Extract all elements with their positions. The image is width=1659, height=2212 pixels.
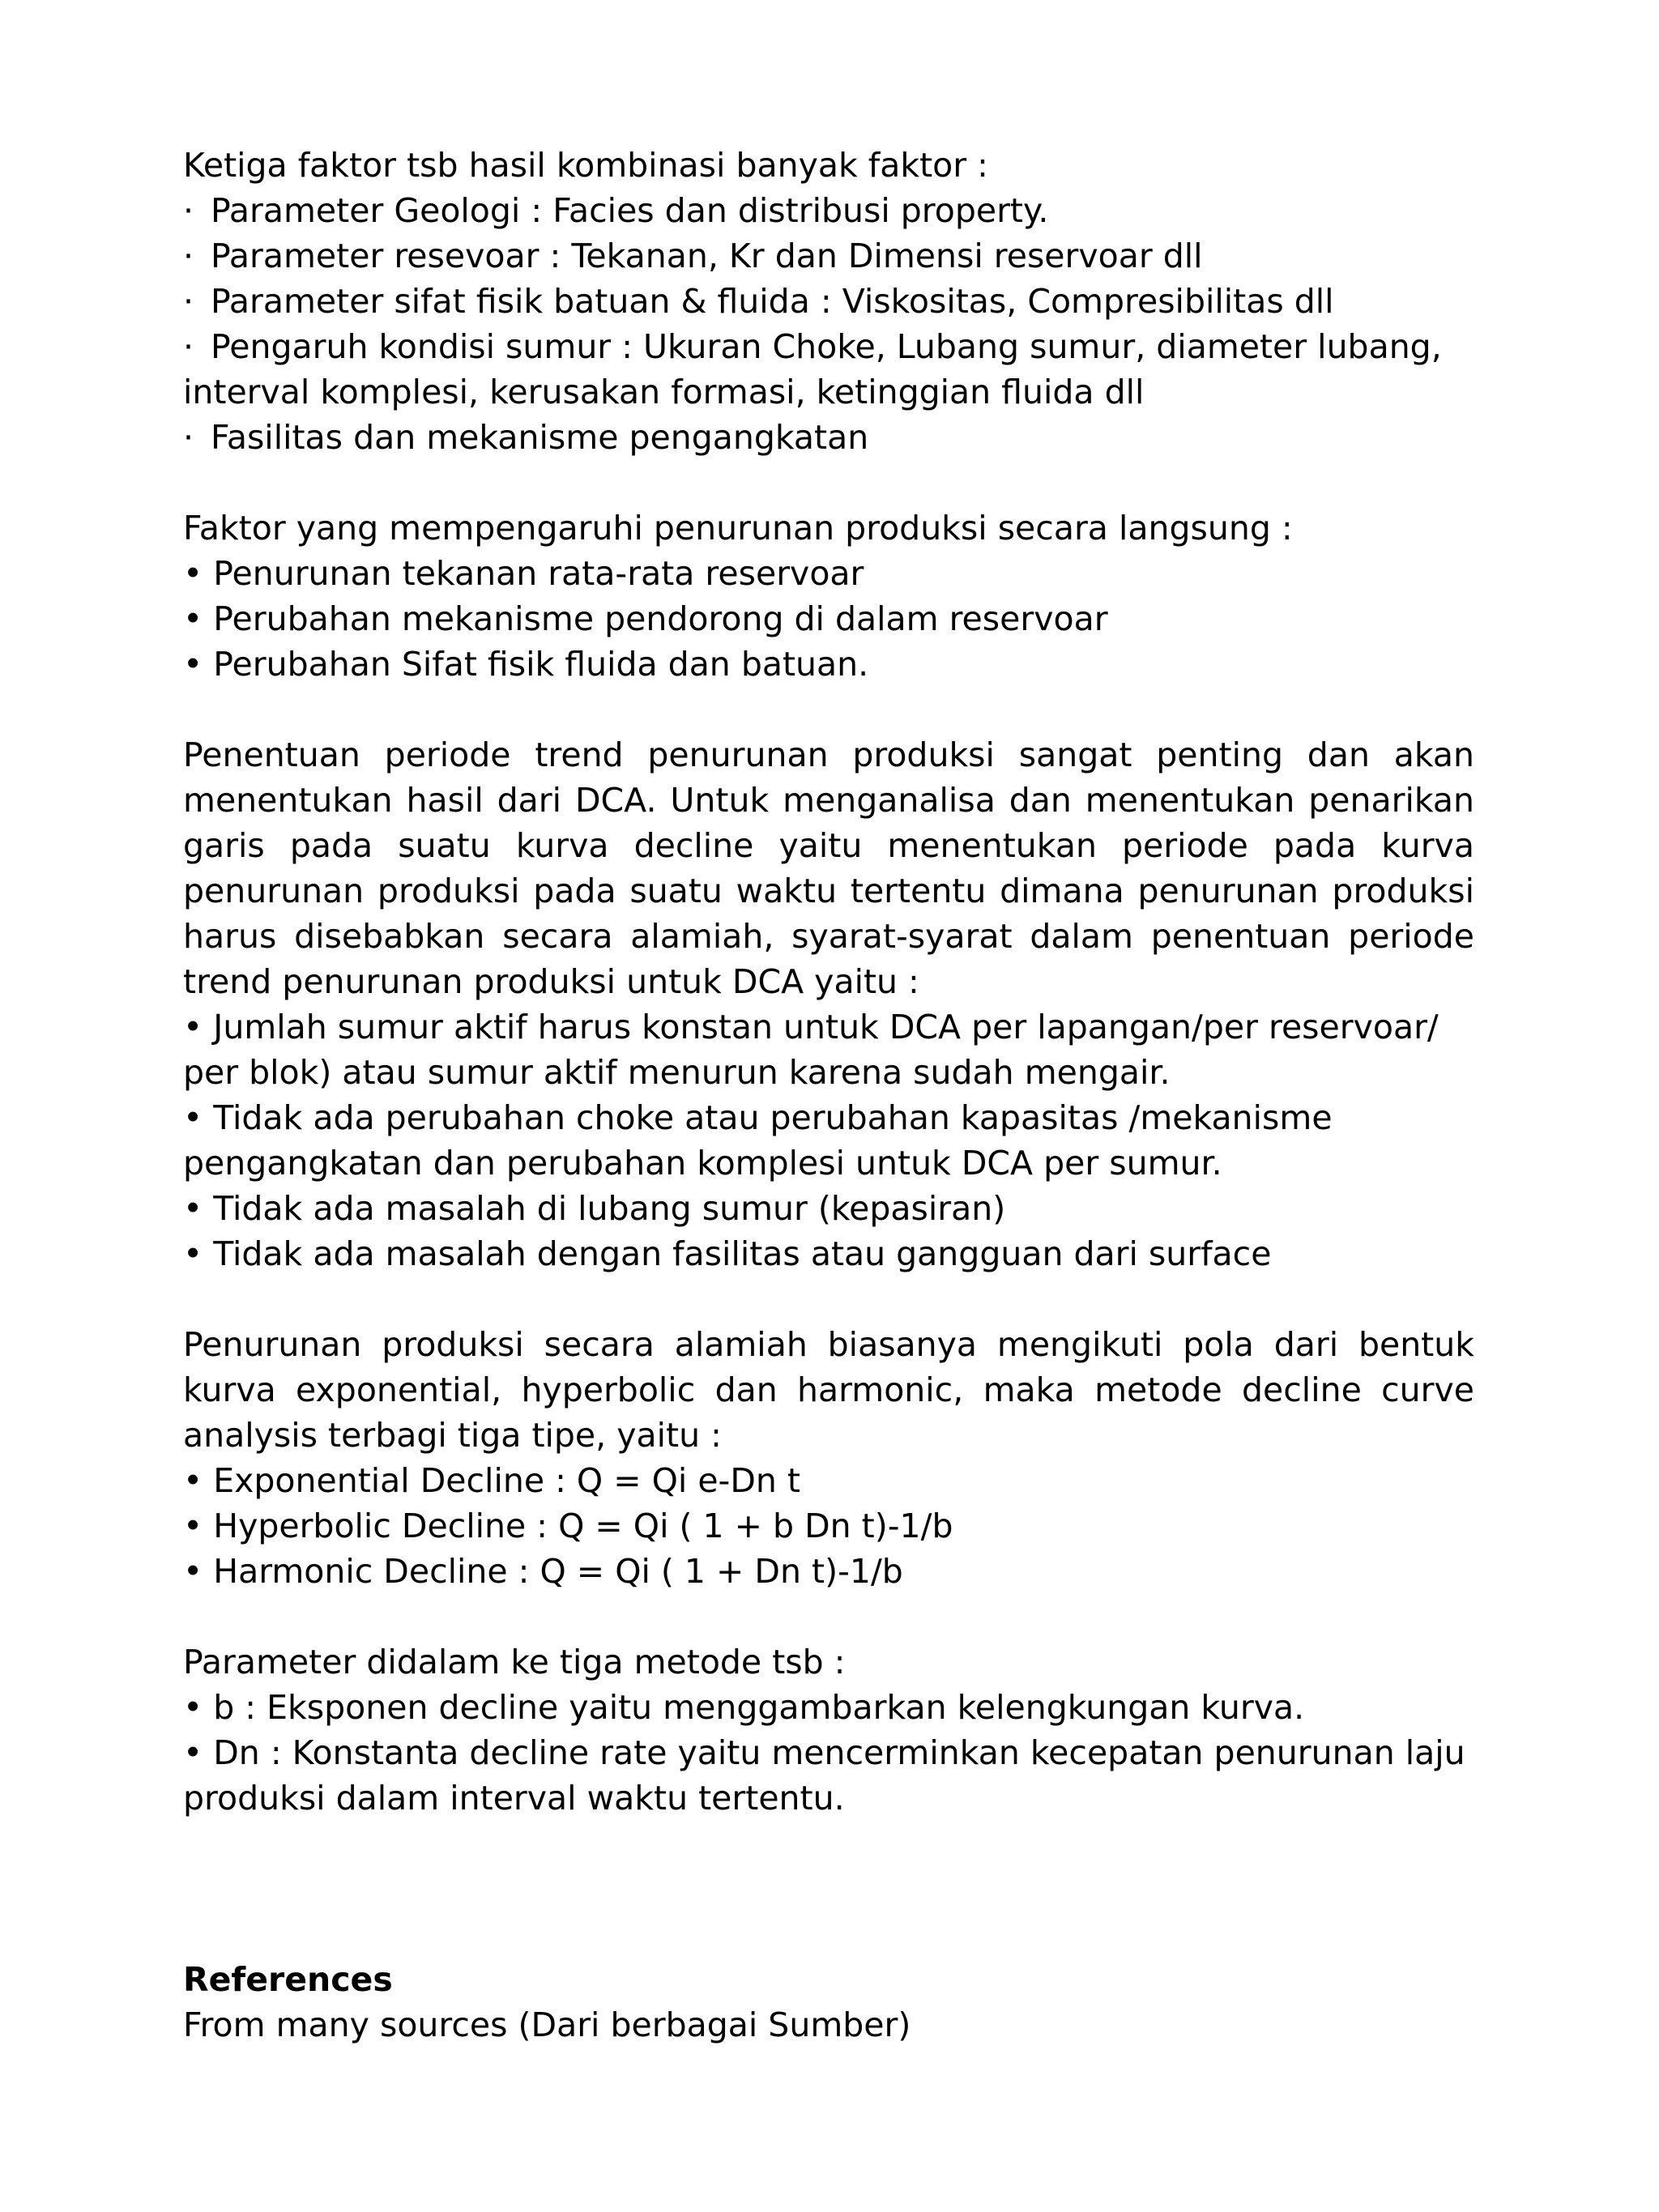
list-item [183, 1004, 1474, 1050]
list-item-continuation: per blok) atau sumur aktif menurun karena sudah mengair. [183, 1053, 1171, 1092]
list-item [183, 551, 1474, 596]
bullet-dot-icon: • [183, 1008, 203, 1046]
section2-intro: Faktor yang mempengaruhi penurunan produksi secara langsung : [183, 509, 1293, 548]
list-item-text: Pengaruh kondisi sumur : Ukuran Choke, Lubang sumur, diameter lubang, [211, 327, 1442, 366]
list-item-text: Penurunan tekanan rata-rata reservoar [213, 554, 864, 593]
list-item-continuation: interval komplesi, kerusakan formasi, ketinggian fluida dll [183, 373, 1145, 411]
paragraph-line: penurunan produksi pada suatu waktu tertentu dimana penurunan produksi [183, 872, 1474, 910]
bullet-dot-icon: • [183, 1552, 203, 1591]
list-item [183, 1503, 1474, 1549]
list-item [183, 1685, 1474, 1730]
list-item-text: Tidak ada masalah di lubang sumur (kepasiran) [213, 1189, 1006, 1228]
list-item [183, 1186, 1474, 1231]
list-item-text: Jumlah sumur aktif harus konstan untuk DCA per lapangan/per reservoar/ [213, 1008, 1439, 1046]
bullet-square-icon: · [183, 237, 194, 275]
bullet-square-icon: · [183, 191, 194, 230]
spacer [183, 1594, 1474, 1639]
bullet-dot-icon: • [183, 1507, 203, 1545]
bullet-dot-icon: • [183, 1234, 203, 1273]
list-item-continuation: pengangkatan dan perubahan komplesi untuk DCA per sumur. [183, 1144, 1222, 1183]
list-item [183, 188, 1474, 233]
bullet-dot-icon: • [183, 1098, 203, 1137]
spacer [183, 1821, 1474, 1957]
document-body [183, 143, 1474, 2048]
list-item-continuation: produksi dalam interval waktu tertentu. [183, 1779, 845, 1818]
paragraph-line: harus disebabkan secara alamiah, syarat-syarat dalam penentuan periode [183, 917, 1474, 956]
list-item [183, 324, 1474, 369]
paragraph-line: garis pada suatu kurva decline yaitu menentukan periode pada kurva [183, 826, 1474, 865]
paragraph-line: analysis terbagi tiga tipe, yaitu : [183, 1416, 722, 1455]
list-item [183, 415, 1474, 460]
section5-intro: Parameter didalam ke tiga metode tsb : [183, 1643, 846, 1681]
list-item [183, 1549, 1474, 1594]
list-item [183, 641, 1474, 687]
paragraph-line: kurva exponential, hyperbolic dan harmonic, maka metode decline curve [183, 1370, 1474, 1409]
references-heading: References [183, 1960, 393, 1999]
list-item-text: Parameter Geologi : Facies dan distribusi property. [211, 191, 1049, 230]
bullet-square-icon: · [183, 282, 194, 321]
list-item-text: Tidak ada masalah dengan fasilitas atau gangguan dari surface [213, 1234, 1272, 1273]
formula-text: Exponential Decline : Q = Qi e-Dn t [213, 1461, 801, 1500]
spacer [183, 1276, 1474, 1322]
list-item-text: Parameter sifat fisik batuan & fluida : Viskositas, Compresibilitas dll [211, 282, 1334, 321]
list-item-text: Dn : Konstanta decline rate yaitu mencerminkan kecepatan penurunan laju [213, 1733, 1465, 1772]
list-item-text: Fasilitas dan mekanisme pengangkatan [211, 418, 869, 457]
list-item-text: Tidak ada perubahan choke atau perubahan kapasitas /mekanisme [213, 1098, 1333, 1137]
list-item [183, 596, 1474, 641]
list-item [183, 1730, 1474, 1775]
bullet-dot-icon: • [183, 1733, 203, 1772]
spacer [183, 687, 1474, 732]
bullet-square-icon: · [183, 327, 194, 366]
paragraph-line: Penurunan produksi secara alamiah biasanya mengikuti pola dari bentuk [183, 1325, 1474, 1364]
list-item [183, 1458, 1474, 1503]
paragraph-line: menentukan hasil dari DCA. Untuk menganalisa dan menentukan penarikan [183, 781, 1474, 820]
formula-text: Hyperbolic Decline : Q = Qi ( 1 + b Dn t)-1/b [213, 1507, 953, 1545]
bullet-dot-icon: • [183, 554, 203, 593]
section1-intro: Ketiga faktor tsb hasil kombinasi banyak faktor : [183, 146, 988, 185]
paragraph-line: Penentuan periode trend penurunan produksi sangat penting dan akan [183, 735, 1474, 774]
bullet-dot-icon: • [183, 1688, 203, 1727]
formula-text: Harmonic Decline : Q = Qi ( 1 + Dn t)-1/b [213, 1552, 903, 1591]
section4-paragraph [183, 1322, 1474, 1458]
list-item-text: Perubahan Sifat fisik fluida dan batuan. [213, 645, 869, 684]
list-item-text: Parameter resevoar : Tekanan, Kr dan Dimensi reservoar dll [211, 237, 1203, 275]
paragraph-line: trend penurunan produksi untuk DCA yaitu : [183, 962, 919, 1001]
bullet-dot-icon: • [183, 645, 203, 684]
references-text: From many sources (Dari berbagai Sumber) [183, 2005, 911, 2044]
section3-paragraph [183, 732, 1474, 1004]
list-item [183, 279, 1474, 324]
list-item-text: Perubahan mekanisme pendorong di dalam reservoar [213, 599, 1108, 638]
bullet-square-icon: · [183, 418, 194, 457]
list-item [183, 1095, 1474, 1140]
bullet-dot-icon: • [183, 1189, 203, 1228]
list-item [183, 1231, 1474, 1276]
bullet-dot-icon: • [183, 1461, 203, 1500]
list-item-text: b : Eksponen decline yaitu menggambarkan kelengkungan kurva. [213, 1688, 1305, 1727]
list-item [183, 233, 1474, 279]
bullet-dot-icon: • [183, 599, 203, 638]
spacer [183, 460, 1474, 505]
